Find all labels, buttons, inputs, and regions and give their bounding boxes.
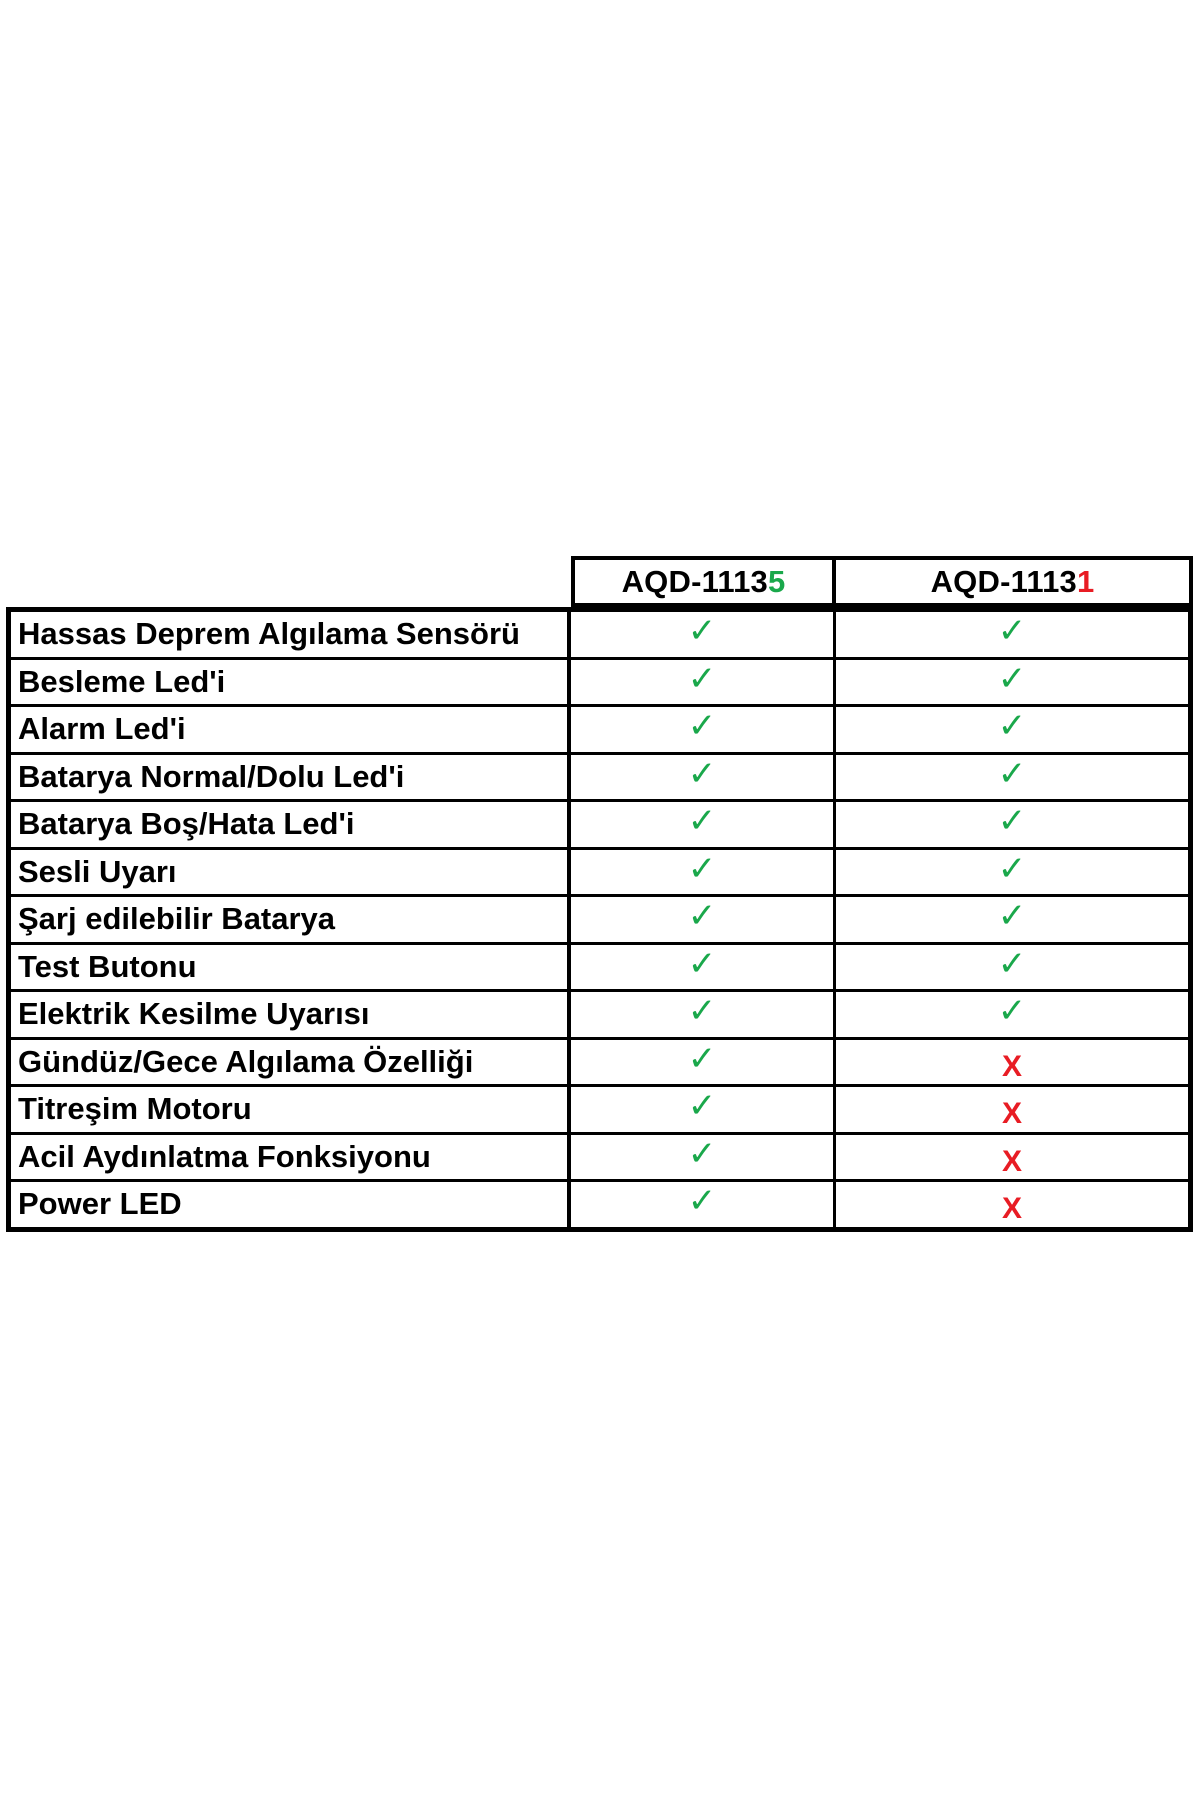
cell-aqd-11131	[836, 660, 1188, 705]
check-icon: ✓	[687, 991, 717, 1031]
cell-aqd-11131	[836, 992, 1188, 1037]
table-row	[11, 1037, 1188, 1085]
table-row	[11, 989, 1188, 1037]
column-header-aqd-11135	[571, 556, 836, 607]
check-icon: ✓	[687, 1086, 717, 1126]
table-body	[6, 607, 1193, 1232]
feature-label: Hassas Deprem Algılama Sensörü	[11, 612, 571, 657]
cell-aqd-11135	[571, 612, 836, 657]
cell-aqd-11131	[836, 897, 1188, 942]
cell-aqd-11135	[571, 707, 836, 752]
table-row	[11, 1132, 1188, 1180]
column-header-prefix: AQD-1113	[930, 563, 1077, 599]
check-icon: ✓	[997, 991, 1027, 1031]
cross-icon: X	[1001, 1049, 1022, 1083]
check-icon: ✓	[687, 896, 717, 936]
cell-aqd-11131	[836, 1135, 1188, 1180]
check-icon: ✓	[997, 753, 1027, 794]
cell-aqd-11131	[836, 755, 1188, 800]
column-header-digit: 5	[767, 563, 786, 599]
check-icon: ✓	[687, 801, 717, 841]
table-row	[11, 799, 1188, 847]
table-row	[11, 607, 1188, 657]
column-header-prefix: AQD-1113	[621, 563, 768, 599]
cell-aqd-11135	[571, 992, 836, 1037]
check-icon: ✓	[997, 943, 1027, 984]
cell-aqd-11135	[571, 660, 836, 705]
comparison-table	[6, 556, 1193, 1232]
check-icon: ✓	[997, 611, 1027, 651]
column-header-digit: 1	[1076, 563, 1095, 599]
feature-label: Şarj edilebilir Batarya	[11, 897, 571, 942]
feature-label: Besleme Led'i	[11, 660, 571, 705]
feature-label: Batarya Normal/Dolu Led'i	[11, 755, 571, 800]
table-row	[11, 657, 1188, 705]
cell-aqd-11135	[571, 897, 836, 942]
check-icon: ✓	[687, 943, 717, 984]
check-icon: ✓	[687, 1181, 717, 1221]
cell-aqd-11135	[571, 1040, 836, 1085]
feature-label: Elektrik Kesilme Uyarısı	[11, 992, 571, 1037]
table-row	[11, 1179, 1188, 1227]
check-icon: ✓	[997, 658, 1027, 699]
cell-aqd-11135	[571, 1182, 836, 1227]
check-icon: ✓	[687, 753, 717, 794]
column-header-aqd-11131	[836, 556, 1193, 607]
check-icon: ✓	[997, 848, 1027, 889]
cell-aqd-11135	[571, 802, 836, 847]
cell-aqd-11131	[836, 707, 1188, 752]
feature-label: Test Butonu	[11, 945, 571, 990]
cell-aqd-11135	[571, 1135, 836, 1180]
cell-aqd-11131	[836, 612, 1188, 657]
cell-aqd-11135	[571, 1087, 836, 1132]
cell-aqd-11131	[836, 1040, 1188, 1085]
cell-aqd-11131	[836, 850, 1188, 895]
feature-label: Alarm Led'i	[11, 707, 571, 752]
cross-icon: X	[1001, 1192, 1022, 1225]
header-spacer	[6, 556, 571, 607]
feature-label: Acil Aydınlatma Fonksiyonu	[11, 1135, 571, 1180]
check-icon: ✓	[687, 611, 717, 651]
cell-aqd-11135	[571, 755, 836, 800]
check-icon: ✓	[687, 706, 717, 746]
table-row	[11, 942, 1188, 990]
feature-label: Gündüz/Gece Algılama Özelliği	[11, 1040, 571, 1085]
check-icon: ✓	[687, 658, 717, 699]
feature-label: Titreşim Motoru	[11, 1087, 571, 1132]
header-row	[6, 556, 1193, 607]
cell-aqd-11131	[836, 802, 1188, 847]
cell-aqd-11131	[836, 1087, 1188, 1132]
feature-label: Batarya Boş/Hata Led'i	[11, 802, 571, 847]
cell-aqd-11135	[571, 945, 836, 990]
cell-aqd-11131	[836, 1182, 1188, 1227]
table-row	[11, 752, 1188, 800]
table-row	[11, 704, 1188, 752]
feature-label: Sesli Uyarı	[11, 850, 571, 895]
check-icon: ✓	[687, 1038, 717, 1079]
table-row	[11, 847, 1188, 895]
check-icon: ✓	[997, 801, 1027, 841]
check-icon: ✓	[997, 706, 1027, 746]
cell-aqd-11135	[571, 850, 836, 895]
cross-icon: X	[1001, 1144, 1022, 1178]
check-icon: ✓	[687, 848, 717, 889]
table-row	[11, 894, 1188, 942]
cell-aqd-11131	[836, 945, 1188, 990]
table-row	[11, 1084, 1188, 1132]
cross-icon: X	[1001, 1097, 1022, 1130]
check-icon: ✓	[997, 896, 1027, 936]
check-icon: ✓	[687, 1133, 717, 1174]
feature-label: Power LED	[11, 1182, 571, 1227]
